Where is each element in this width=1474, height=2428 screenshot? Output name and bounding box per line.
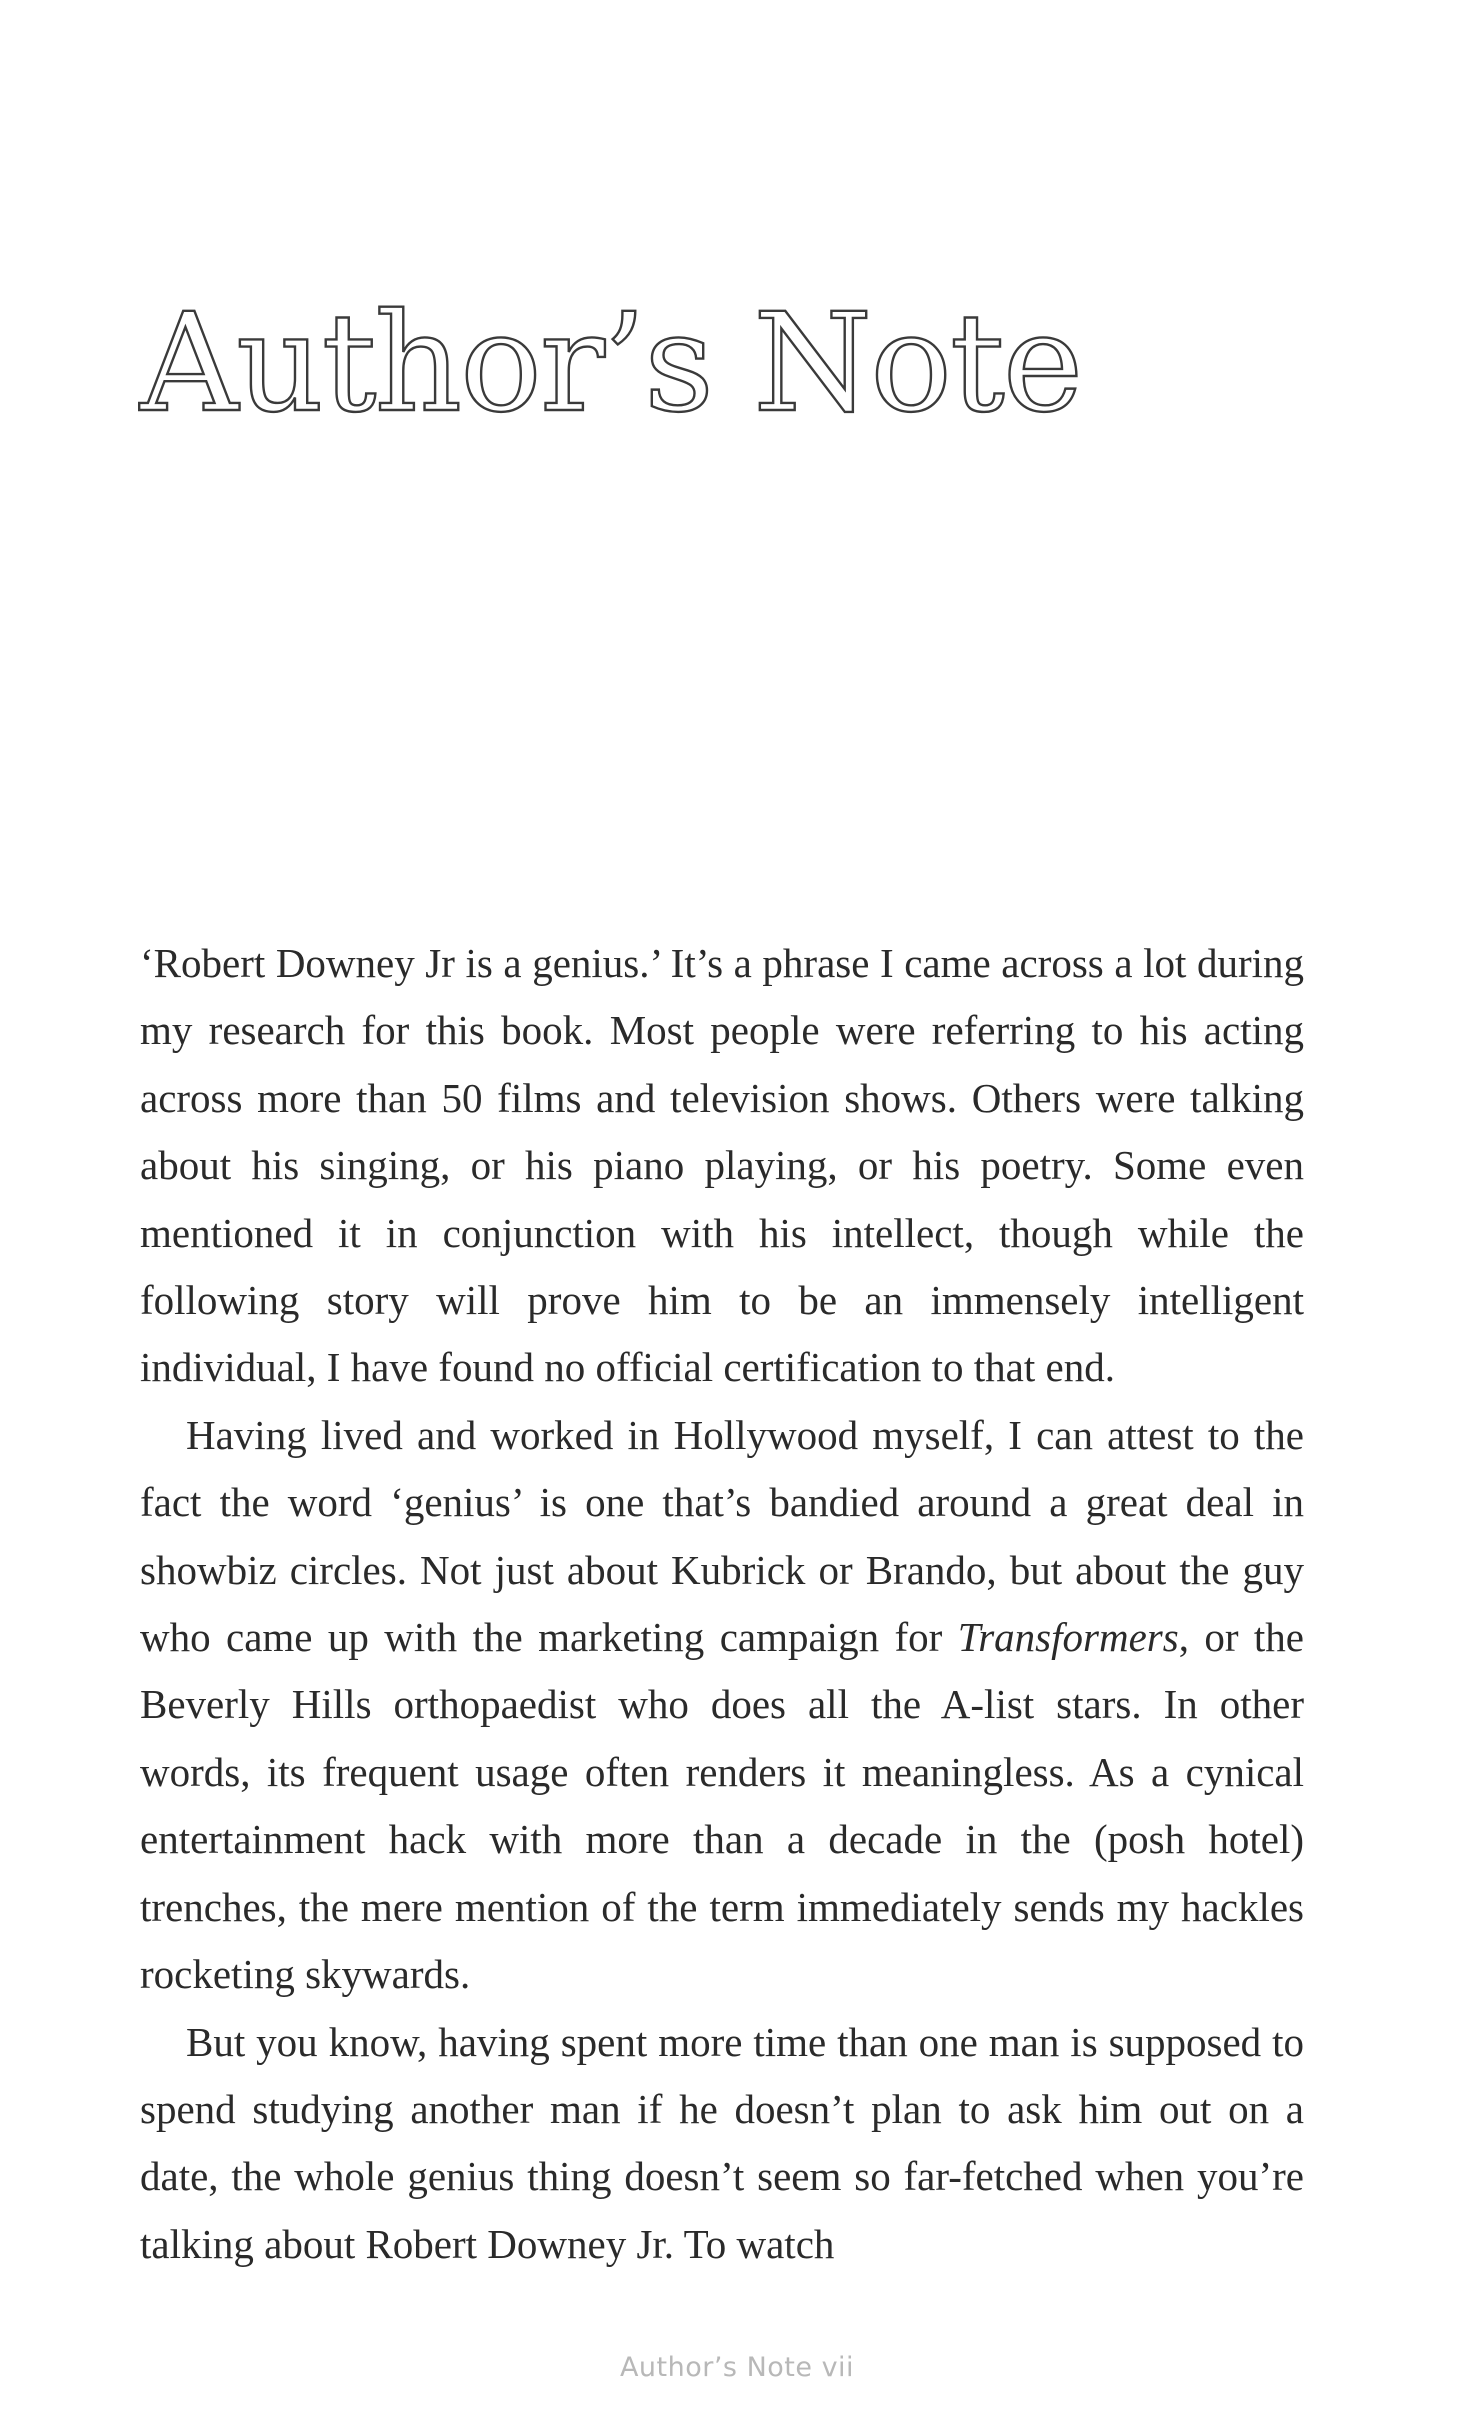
paragraph-2-text-a: Having lived and worked in Hollywood myself, I can attest to the fact the word ‘genius’ is one that’s bandied around a great deal in showbiz circles. Not just about Kubrick or Brando, but about the guy who came up with the marketing campaign for bbox=[140, 1411, 1304, 1661]
paragraph-1: ‘Robert Downey Jr is a genius.’ It’s a phrase I came across a lot during my research for this book. Most people were referring to his acting across more than 50 films and television shows. Others were talking about his singing, or his piano playing, or his poetry. Some even mentioned it in conjunction with his intellect, though while the following story will prove him to be an immensely intelligent individual, I have found no official certification to that end. bbox=[140, 940, 1304, 1391]
chapter-title: Author’s Note bbox=[140, 285, 1082, 443]
paragraph-2-text-b: , or the Beverly Hills orthopaedist who does all the A-list stars. In other words, its frequent usage often renders it meaningless. As a cynical entertainment hack with more than a decade in the (posh hotel) trenches, the mere mention of the term immediately sends my hackles rocketing skywards. bbox=[140, 1614, 1304, 1998]
paragraph-3: But you know, having spent more time than one man is supposed to spend studying another man if he doesn’t plan to ask him out on a date, the whole genius thing doesn’t seem so far-fetched when you’re talking about Robert Downey Jr. To watch bbox=[140, 2018, 1304, 2267]
body-text bbox=[140, 930, 1304, 2278]
paragraph-2 bbox=[140, 1402, 1304, 2009]
film-title-transformers: Transformers bbox=[957, 1614, 1179, 1661]
running-footer: Author’s Note vii bbox=[619, 2352, 855, 2383]
